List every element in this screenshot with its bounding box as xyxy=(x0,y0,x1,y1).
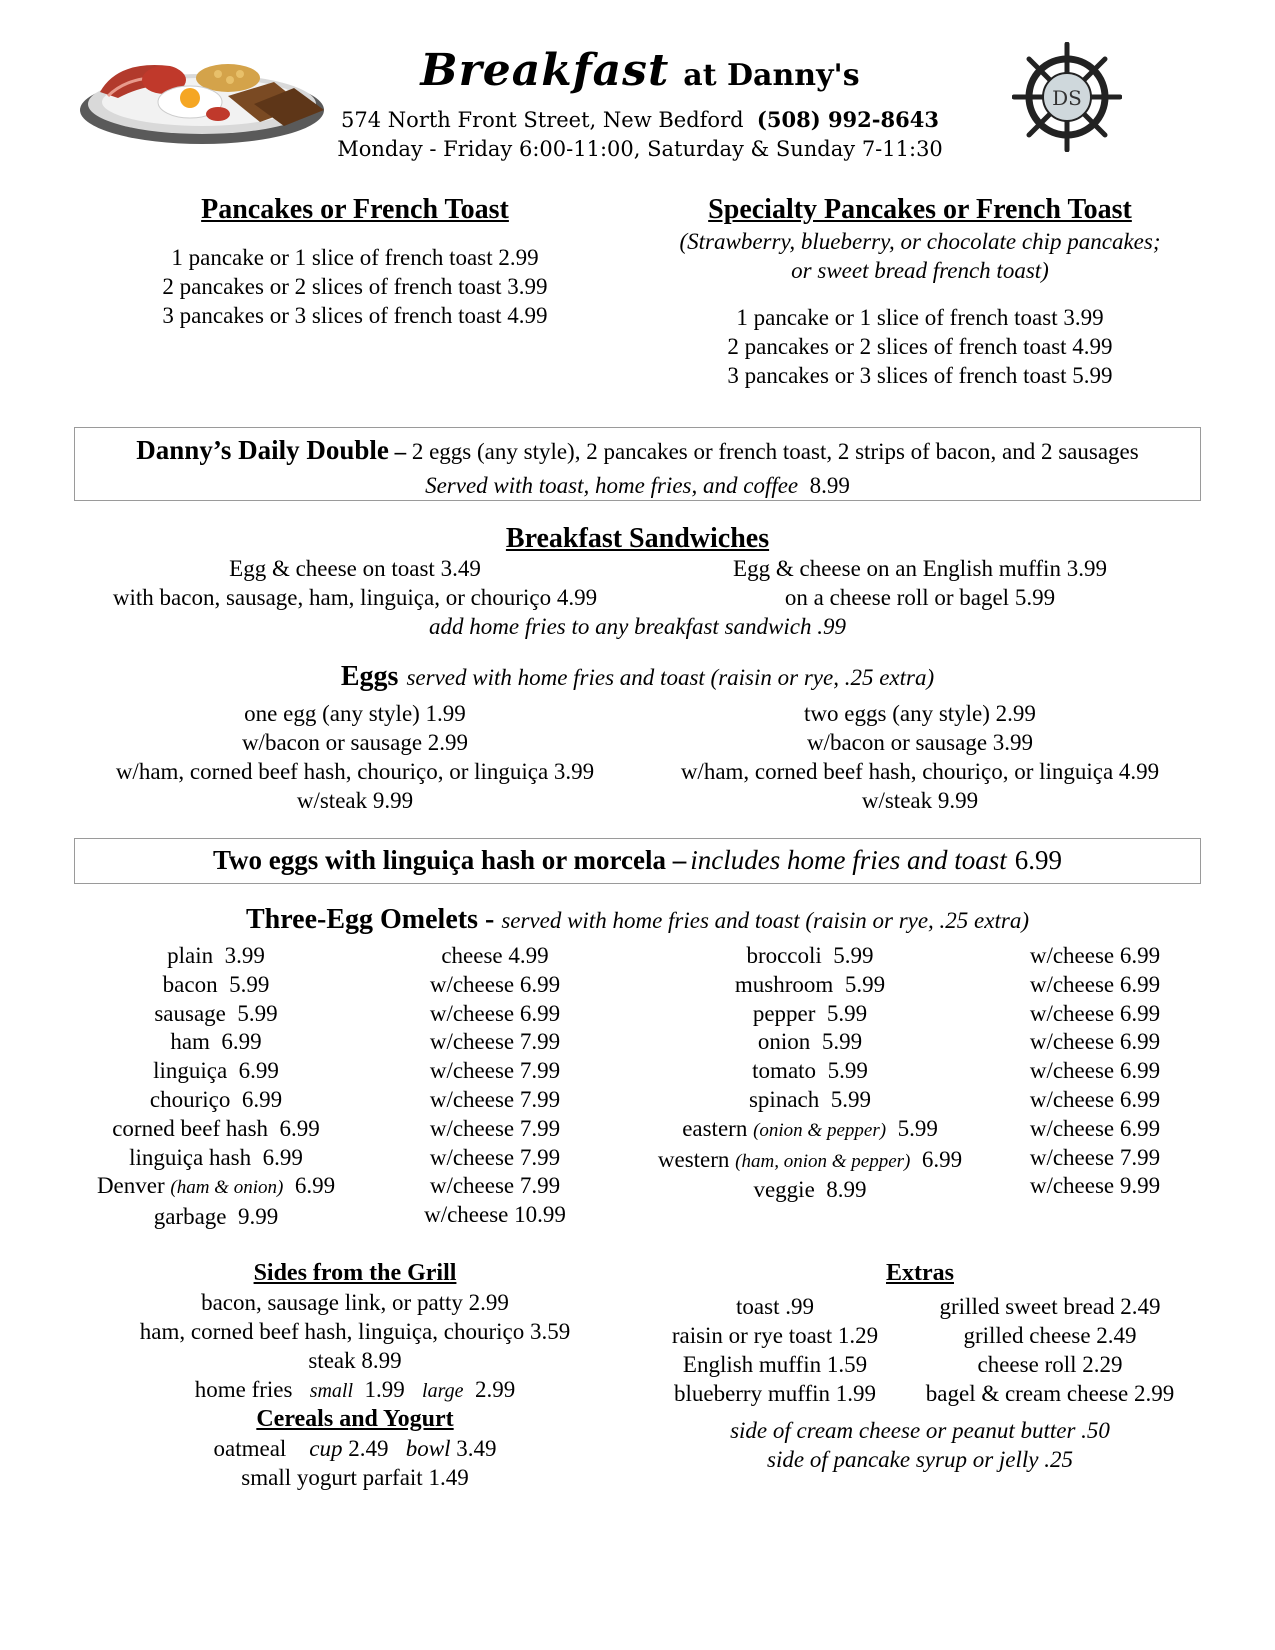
specialty-section xyxy=(615,193,1225,390)
omelet-cheese-item: w/cheese 6.99 xyxy=(1029,1029,1161,1055)
omelet-cheese-item: w/cheese 7.99 xyxy=(429,1173,561,1199)
omelet-cheese-item: w/cheese 7.99 xyxy=(429,1029,561,1055)
omelet-name: broccoli xyxy=(746,943,822,968)
omelet-name: onion xyxy=(757,1029,811,1055)
omelet-name: veggie xyxy=(753,1177,815,1203)
daily-double-price: 8.99 xyxy=(809,473,850,498)
sandwich-note-wrap xyxy=(0,612,1275,641)
omelet-item xyxy=(630,1000,990,1029)
omelet-item xyxy=(66,971,366,1000)
omelet-price: 9.99 xyxy=(238,1204,279,1230)
sandwich-item: on a cheese roll or bagel 5.99 xyxy=(784,585,1056,610)
omelet-item xyxy=(66,1144,366,1173)
eggs-left xyxy=(70,699,640,815)
omelet-cheese-item: w/cheese 6.99 xyxy=(429,971,561,997)
home-fries-small-price: 1.99 xyxy=(364,1377,405,1402)
address-line xyxy=(330,105,950,135)
omelet-item xyxy=(630,971,990,1000)
omelet-name: tomato xyxy=(752,1058,817,1084)
omelet-price: 5.99 xyxy=(229,971,270,997)
omelet-item xyxy=(66,1000,366,1029)
two-eggs-name: Two eggs with linguiça hash or morcela – xyxy=(213,845,687,875)
omelet-price: 8.99 xyxy=(826,1177,867,1203)
side-item: bacon, sausage link, or patty 2.99 xyxy=(201,1290,509,1315)
omelet-name: ham xyxy=(170,1029,210,1055)
omelet-name: western xyxy=(657,1146,730,1172)
logo-initials: DS xyxy=(1052,86,1082,110)
specialty-desc: (Strawberry, blueberry, or chocolate chip pancakes; xyxy=(679,229,1161,254)
eggs-item: w/ham, corned beef hash, chouriço, or linguiça 3.99 xyxy=(115,759,595,784)
extra-item: grilled cheese 2.49 xyxy=(963,1323,1137,1348)
extra-item: cheese roll 2.29 xyxy=(977,1352,1123,1377)
sandwich-item: Egg & cheese on toast 3.49 xyxy=(229,556,481,581)
daily-double-name: Danny’s Daily Double xyxy=(136,435,389,465)
omelet-cheese-item: w/cheese 6.99 xyxy=(1029,1115,1161,1141)
sandwiches-title: Breakfast Sandwiches xyxy=(505,523,770,554)
omelet-name: bacon xyxy=(162,971,218,997)
omelets-col-3 xyxy=(630,942,990,1205)
specialty-desc: or sweet bread french toast) xyxy=(791,258,1049,283)
omelet-cheese-item: cheese 4.99 xyxy=(441,943,549,968)
extras-title-wrap xyxy=(640,1258,1200,1288)
omelet-price: 5.99 xyxy=(821,1029,863,1055)
omelet-name: spinach xyxy=(748,1086,820,1112)
omelet-name: linguiça xyxy=(153,1058,228,1084)
eggs-item: w/bacon or sausage 3.99 xyxy=(806,730,1034,755)
parfait-item: small yogurt parfait 1.49 xyxy=(241,1465,469,1490)
ship-wheel-logo xyxy=(1012,42,1122,152)
home-fries-small-label: small xyxy=(309,1380,354,1402)
omelet-item xyxy=(66,1203,366,1232)
eggs-heading xyxy=(0,660,1275,698)
omelet-price: 5.99 xyxy=(237,1000,278,1026)
sandwich-note: add home fries to any breakfast sandwich .99 xyxy=(429,614,846,639)
pancakes-item: 2 pancakes or 2 slices of french toast 3.99 xyxy=(162,274,548,299)
omelet-price: 5.99 xyxy=(830,1086,871,1112)
extras-notes xyxy=(640,1416,1200,1474)
sides-title: Sides from the Grill xyxy=(253,1260,457,1286)
omelet-item xyxy=(630,1176,990,1205)
breakfast-plate-image xyxy=(78,52,334,148)
daily-double-desc: 2 eggs (any style), 2 pancakes or french toast, 2 strips of bacon, and 2 sausages xyxy=(411,439,1139,464)
two-eggs-box xyxy=(74,838,1201,884)
omelet-price: 3.99 xyxy=(224,943,265,968)
omelet-item xyxy=(630,942,990,971)
omelets-title: Three-Egg Omelets - xyxy=(246,904,502,935)
omelets-col-4 xyxy=(990,942,1200,1201)
two-eggs-desc: includes home fries and toast xyxy=(690,845,1007,875)
extra-item: toast .99 xyxy=(736,1294,814,1319)
specialty-item: 1 pancake or 1 slice of french toast 3.99 xyxy=(736,305,1104,330)
sides-section xyxy=(70,1258,640,1406)
omelet-cheese-item: w/cheese 6.99 xyxy=(1029,971,1161,997)
extras-right xyxy=(900,1292,1200,1408)
home-fries-name: home fries xyxy=(194,1377,293,1402)
specialty-item: 3 pancakes or 3 slices of french toast 5.99 xyxy=(727,363,1113,388)
pancakes-item: 3 pancakes or 3 slices of french toast 4.99 xyxy=(162,303,548,328)
extra-note: side of cream cheese or peanut butter .50 xyxy=(730,1418,1110,1443)
extras-title: Extras xyxy=(886,1260,954,1286)
title-breakfast: Breakfast xyxy=(420,45,670,96)
pancakes-section xyxy=(70,193,640,330)
omelet-price: 6.99 xyxy=(262,1144,303,1170)
omelet-name: linguiça hash xyxy=(129,1144,252,1170)
omelet-price: 6.99 xyxy=(238,1058,279,1084)
omelet-note: (ham & onion) xyxy=(170,1177,284,1199)
extra-item: grilled sweet bread 2.49 xyxy=(939,1294,1161,1319)
daily-double-served: Served with toast, home fries, and coffee xyxy=(425,473,799,498)
omelet-cheese-item: w/cheese 6.99 xyxy=(429,1000,561,1026)
sandwich-item: with bacon, sausage, ham, linguiça, or chouriço 4.99 xyxy=(112,585,598,610)
omelet-cheese-item: w/cheese 6.99 xyxy=(1029,1000,1161,1026)
oatmeal-cup-label: cup xyxy=(309,1436,343,1461)
omelet-item xyxy=(66,1172,366,1203)
side-item: ham, corned beef hash, linguiça, chouriço 3.59 xyxy=(139,1319,571,1344)
extra-item: English muffin 1.59 xyxy=(682,1352,868,1377)
omelet-price: 5.99 xyxy=(844,971,886,997)
eggs-item: w/steak 9.99 xyxy=(861,788,979,813)
omelet-item xyxy=(66,942,366,971)
omelet-price: 6.99 xyxy=(294,1173,336,1199)
omelet-item xyxy=(66,1086,366,1115)
omelet-price: 5.99 xyxy=(833,943,874,968)
extra-item: raisin or rye toast 1.29 xyxy=(671,1323,879,1348)
home-fries-large-label: large xyxy=(422,1380,464,1402)
omelet-name: sausage xyxy=(154,1000,226,1026)
sandwiches-left xyxy=(70,554,640,612)
omelet-item xyxy=(66,1057,366,1086)
title-at-dannys: at Danny's xyxy=(683,58,860,93)
oatmeal-cup-price: 2.49 xyxy=(348,1436,389,1461)
oatmeal-name: oatmeal xyxy=(213,1436,287,1461)
oatmeal-item xyxy=(70,1434,640,1463)
omelet-cheese-item: w/cheese 7.99 xyxy=(429,1086,561,1112)
extra-item: bagel & cream cheese 2.99 xyxy=(925,1381,1175,1406)
sandwich-item: Egg & cheese on an English muffin 3.99 xyxy=(733,556,1107,581)
cereals-section xyxy=(70,1404,640,1492)
eggs-item: w/steak 9.99 xyxy=(296,788,414,813)
home-fries-item xyxy=(70,1375,640,1406)
omelet-item xyxy=(630,1028,990,1057)
omelet-name: pepper xyxy=(752,1000,816,1026)
omelet-price: 6.99 xyxy=(241,1086,283,1112)
sandwiches-right xyxy=(640,554,1200,612)
omelet-name: mushroom xyxy=(734,971,834,997)
omelet-item xyxy=(66,1115,366,1144)
oatmeal-bowl-price: 3.49 xyxy=(456,1436,497,1461)
header xyxy=(330,42,950,164)
omelet-cheese-item: w/cheese 7.99 xyxy=(1029,1144,1161,1170)
omelet-name: chouriço xyxy=(149,1086,231,1112)
eggs-item: w/ham, corned beef hash, chouriço, or linguiça 4.99 xyxy=(680,759,1160,784)
omelet-price: 6.99 xyxy=(279,1115,320,1141)
omelet-price: 5.99 xyxy=(827,1058,868,1084)
omelet-name: garbage xyxy=(153,1204,227,1230)
omelet-cheese-item: w/cheese 7.99 xyxy=(429,1115,561,1141)
omelets-col-1 xyxy=(66,942,366,1232)
omelet-price: 6.99 xyxy=(921,1146,963,1172)
address: 574 North Front Street, New Bedford xyxy=(341,108,744,132)
omelets-col-2 xyxy=(380,942,610,1230)
omelet-cheese-item: w/cheese 10.99 xyxy=(424,1202,566,1228)
omelet-note: (ham, onion & pepper) xyxy=(735,1150,911,1172)
omelet-price: 6.99 xyxy=(221,1029,262,1055)
extras-left xyxy=(640,1292,910,1408)
eggs-item: w/bacon or sausage 2.99 xyxy=(241,730,469,755)
side-item: steak 8.99 xyxy=(308,1348,402,1373)
omelets-subtitle: served with home fries and toast (raisin or rye, .25 extra) xyxy=(501,908,1029,933)
omelet-name: eastern xyxy=(682,1115,748,1141)
specialty-item: 2 pancakes or 2 slices of french toast 4.99 xyxy=(727,334,1113,359)
omelets-heading xyxy=(0,902,1275,942)
omelet-item xyxy=(66,1028,366,1057)
daily-double-dash: – xyxy=(388,439,412,464)
eggs-title: Eggs xyxy=(340,661,399,692)
omelet-cheese-item: w/cheese 6.99 xyxy=(1029,1058,1161,1084)
eggs-item: one egg (any style) 1.99 xyxy=(244,701,466,726)
omelet-cheese-item: w/cheese 7.99 xyxy=(429,1144,561,1170)
omelet-cheese-item: w/cheese 6.99 xyxy=(1029,1086,1161,1112)
omelet-item xyxy=(630,1057,990,1086)
oatmeal-bowl-label: bowl xyxy=(405,1436,451,1461)
daily-double-box xyxy=(74,427,1201,501)
omelet-cheese-item: w/cheese 6.99 xyxy=(1029,943,1161,968)
omelet-price: 5.99 xyxy=(826,1000,868,1026)
hours: Monday - Friday 6:00-11:00, Saturday & Sunday 7-11:30 xyxy=(337,137,943,161)
two-eggs-price: 6.99 xyxy=(1014,845,1062,875)
eggs-right xyxy=(640,699,1200,815)
home-fries-large-price: 2.99 xyxy=(475,1377,516,1402)
cereals-title: Cereals and Yogurt xyxy=(256,1406,454,1432)
omelet-cheese-item: w/cheese 7.99 xyxy=(429,1058,561,1084)
omelet-note: (onion & pepper) xyxy=(753,1119,887,1141)
omelet-item xyxy=(630,1146,990,1177)
pancakes-title: Pancakes or French Toast xyxy=(201,194,509,225)
omelet-name: corned beef hash xyxy=(112,1115,269,1141)
omelet-cheese-item: w/cheese 9.99 xyxy=(1029,1173,1161,1199)
omelet-name: plain xyxy=(167,943,214,968)
omelet-name: Denver xyxy=(96,1173,165,1199)
omelet-item xyxy=(630,1115,990,1146)
phone: (508) 992-8643 xyxy=(756,107,939,132)
extra-note: side of pancake syrup or jelly .25 xyxy=(767,1447,1073,1472)
eggs-subtitle: served with home fries and toast (raisin or rye, .25 extra) xyxy=(406,665,935,690)
extra-item: blueberry muffin 1.99 xyxy=(673,1381,877,1406)
omelet-price: 5.99 xyxy=(897,1115,938,1141)
pancakes-item: 1 pancake or 1 slice of french toast 2.99 xyxy=(171,245,539,270)
omelet-item xyxy=(630,1086,990,1115)
sandwiches-title-wrap xyxy=(0,522,1275,556)
page-title xyxy=(330,42,950,105)
specialty-title: Specialty Pancakes or French Toast xyxy=(708,194,1132,225)
eggs-item: two eggs (any style) 2.99 xyxy=(804,701,1036,726)
